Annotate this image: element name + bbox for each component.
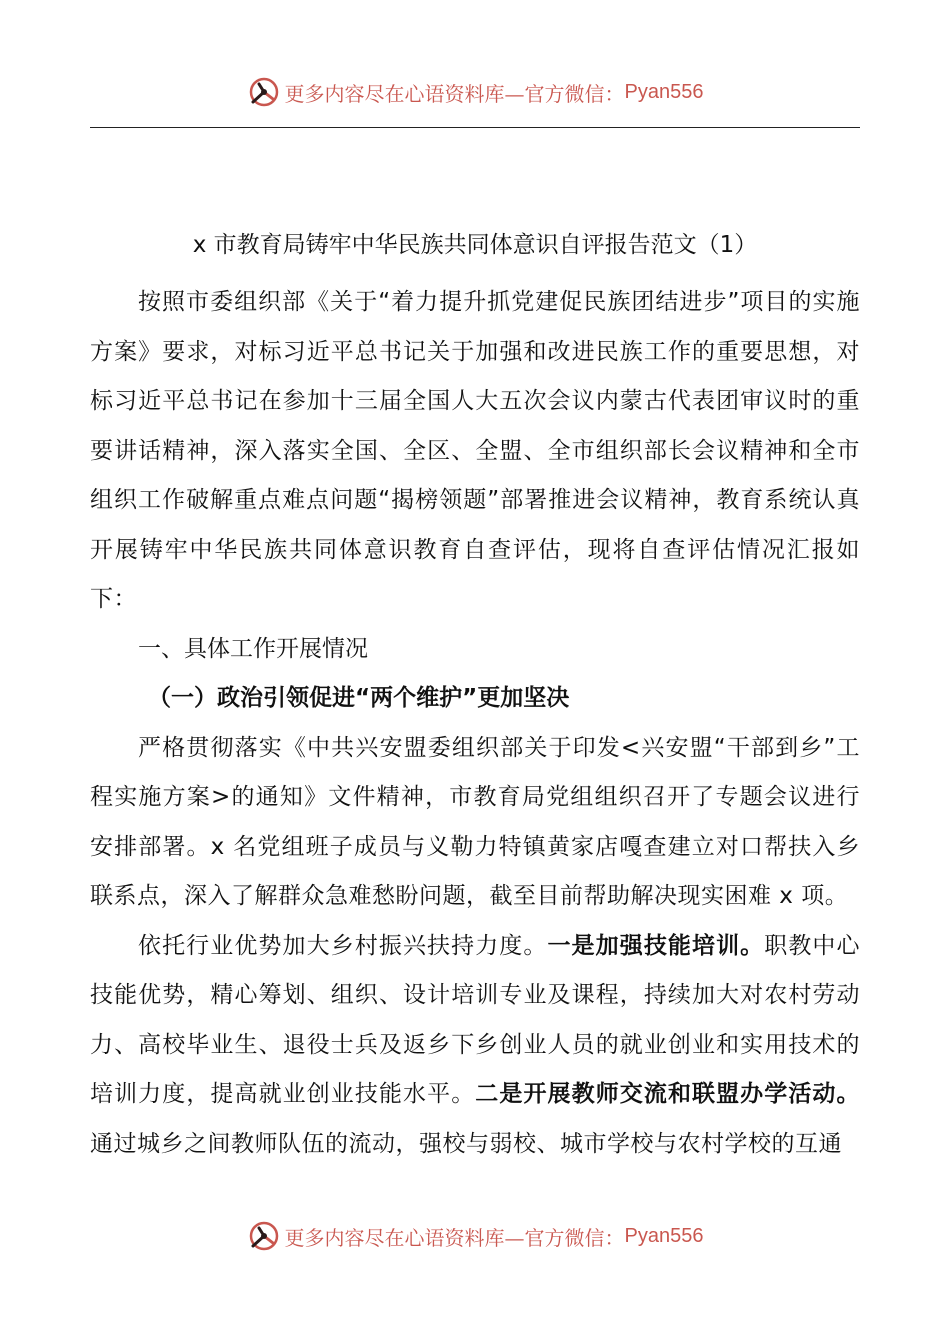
wechat-id: Pyan556	[624, 1224, 704, 1247]
header-watermark	[0, 72, 950, 112]
watermark-text: 更多内容尽在心语资料库—官方微信：	[284, 81, 625, 106]
body-paragraph: 严格贯彻落实《中共兴安盟委组织部关于印发<兴安盟“干部到乡”工程实施方案>的通知》文件精神，市教育局党组组织召开了专题会议进行安排部署。x 名党组班子成员与义勒力特镇黄家店嘎查建立对口帮扶入乡联系点，深入了解群众急难愁盼问题，截至目前帮助解决现实困难 x 项。	[90, 734, 860, 909]
section-heading: 一、具体工作开展情况	[138, 635, 368, 662]
document-title: x 市教育局铸牢中华民族共同体意识自评报告范文（1）	[192, 232, 758, 258]
bold-point-1: 一是加强技能培训。	[547, 932, 765, 959]
para-text-2: 通过城乡之间教师队伍的流动，强校与弱校、城市学校与农村学校的互通	[90, 1130, 842, 1157]
footer-watermark	[0, 1216, 950, 1256]
body-paragraph-2	[90, 922, 860, 1170]
subsection-heading: （一）政治引领促进“两个维护”更加坚决	[148, 685, 570, 711]
watermark-text: 更多内容尽在心语资料库—官方微信：	[284, 1225, 625, 1250]
wechat-id: Pyan556	[624, 80, 704, 103]
bold-point-2: 二是开展教师交流和联盟办学活动。	[475, 1081, 861, 1107]
intro-paragraph: 按照市委组织部《关于“着力提升抓党建促民族团结进步”项目的实施方案》要求，对标习近平总书记关于加强和改进民族工作的重要思想，对标习近平总书记在参加十三届全国人大五次会议内蒙古代表团审议时的重要讲话精神，深入落实全国、全区、全盟、全市组织部长会议精神和全市组织工作破解重点难点问题“揭榜领题”部署推进会议精神，教育系统认真开展铸牢中华民族共同体意识教育自查评估，现将自查评估情况汇报如下：	[90, 289, 860, 612]
para-text-1: 职教中心技能优势，精心筹划、组织、设计培训专业及课程，持续加大对农村劳动力、高校毕业生、退役士兵及返乡下乡创业人员的就业创业和实用技术的培训力度，提高就业创业技能水平。	[90, 932, 861, 1107]
para-lead: 依托行业优势加大乡村振兴扶持力度。	[138, 932, 548, 959]
ink-brush-logo-icon	[247, 1219, 281, 1253]
document-body	[90, 278, 860, 1169]
ink-brush-logo-icon	[247, 75, 281, 109]
header-divider	[90, 127, 860, 128]
